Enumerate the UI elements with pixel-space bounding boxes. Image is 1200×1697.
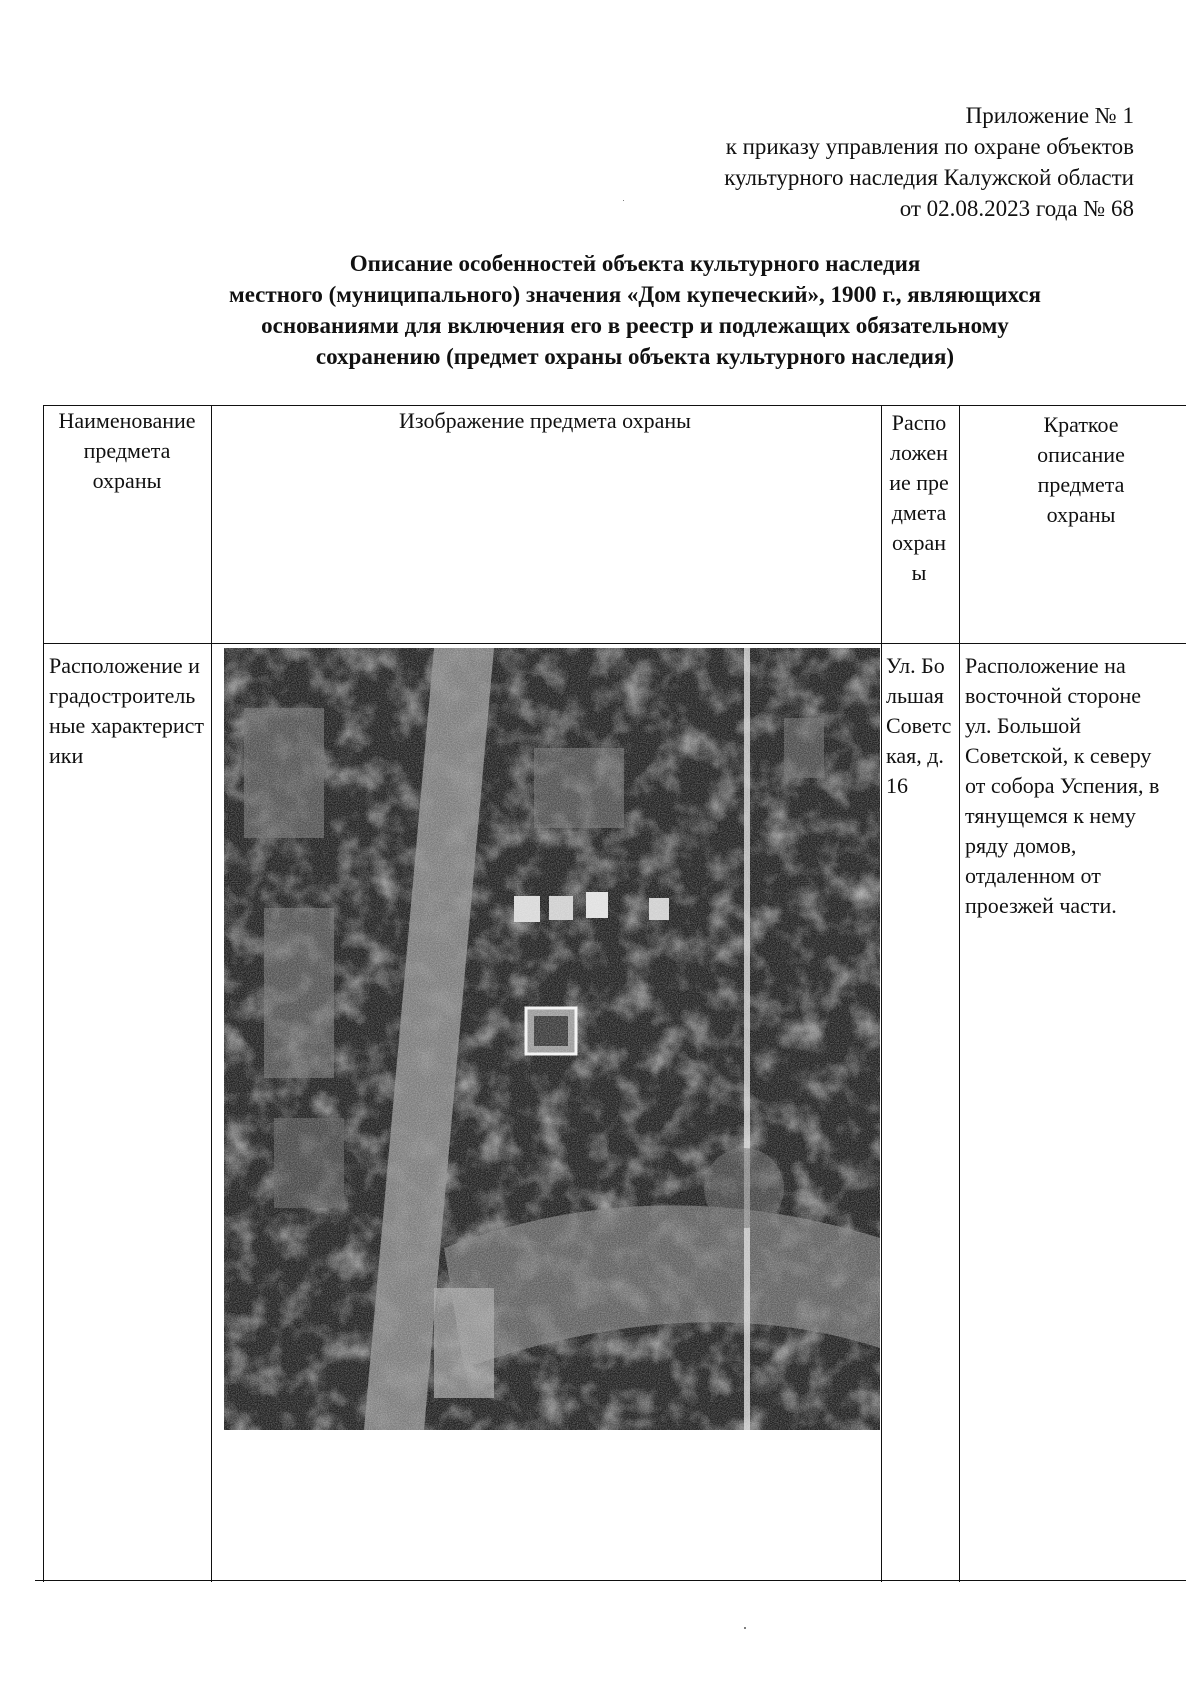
header-line: от 02.08.2023 года № 68 <box>899 196 1134 221</box>
protection-table <box>43 405 1186 1582</box>
table-column-divider <box>881 405 882 1582</box>
aerial-photo-icon <box>224 648 880 1430</box>
column-header-description: Краткое описание предмета охраны <box>1037 412 1125 527</box>
table-column-divider <box>959 405 960 1582</box>
column-header-location: Расположение предмета охраны <box>889 410 949 585</box>
header-line: к приказу управления по охране объектов <box>725 134 1134 159</box>
column-header-name: Наименование предмета охраны <box>58 408 196 493</box>
table-bottom-border <box>35 1580 1186 1581</box>
scan-artifact <box>623 200 624 201</box>
table-header-separator <box>43 643 1186 644</box>
title-line: местного (муниципального) значения «Дом купеческий», 1900 г., являющихся <box>229 282 1041 307</box>
table-left-border <box>43 405 44 1582</box>
title-line: Описание особенностей объекта культурного наследия <box>349 251 921 276</box>
row-location-cell: Ул. Большая Советская, д. 16 <box>886 653 952 798</box>
scan-artifact <box>744 1627 746 1629</box>
document-header <box>574 100 1134 224</box>
header-line: Приложение № 1 <box>965 103 1134 128</box>
title-line: сохранению (предмет охраны объекта культурного наследия) <box>315 344 955 369</box>
header-line: культурного наследия Калужской области <box>724 165 1134 190</box>
row-name-cell: Расположение и градостроительные характеристики <box>49 653 204 768</box>
row-description-cell: Расположение на восточной стороне ул. Большой Советской, к северу от собора Успения, в тянущемся к нему ряду домов, отдаленном от проезжей части. <box>965 653 1160 918</box>
table-column-divider <box>211 405 212 1582</box>
aerial-photo <box>224 648 880 1430</box>
document-title <box>150 248 1120 372</box>
column-header-image: Изображение предмета охраны <box>399 408 691 433</box>
title-line: основаниями для включения его в реестр и подлежащих обязательному <box>261 313 1009 338</box>
